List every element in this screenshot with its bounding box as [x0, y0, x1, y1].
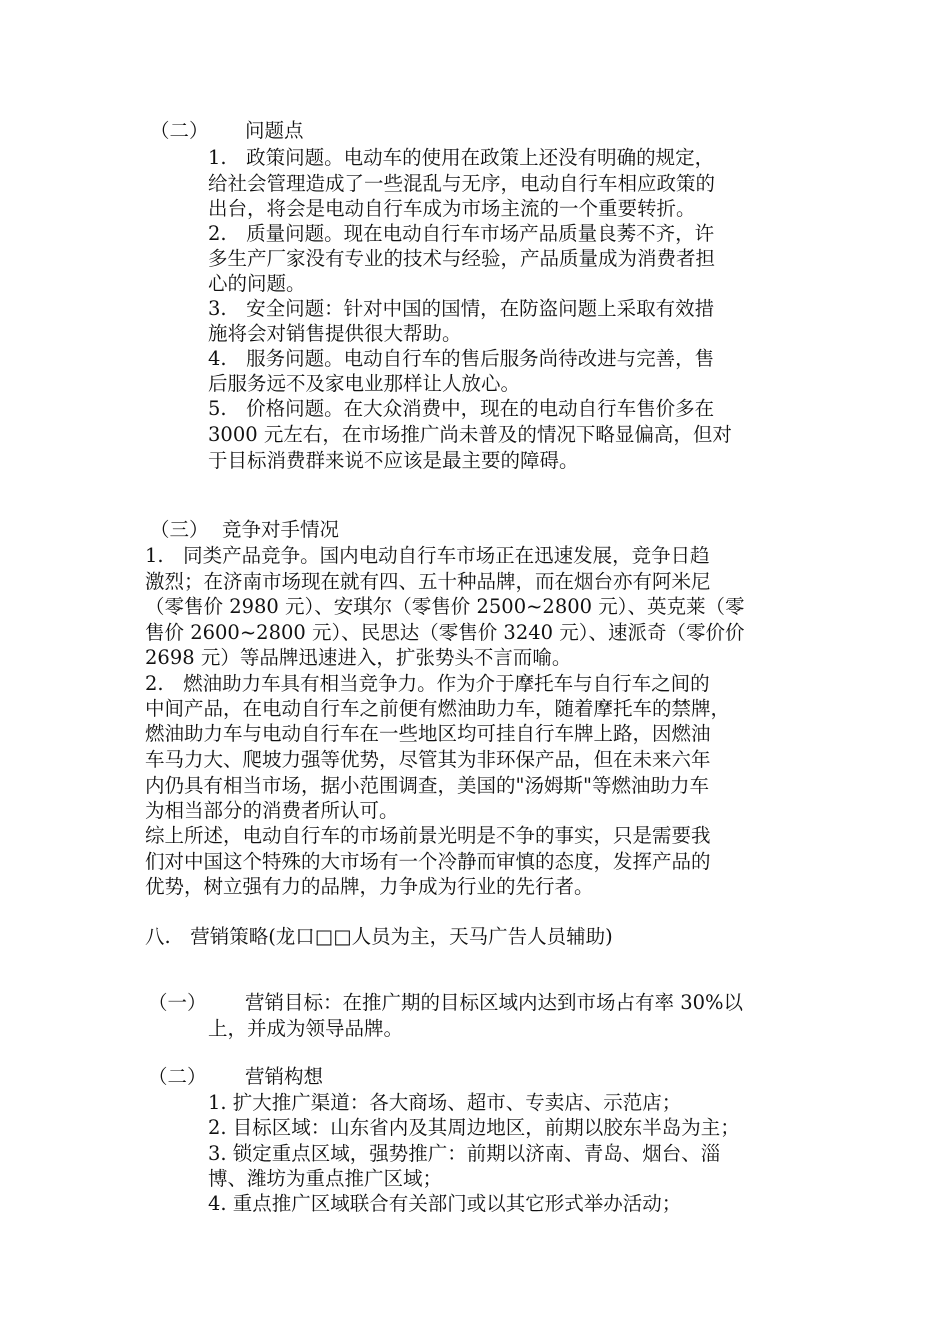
problem-3-line-1: 3. 安全问题：针对中国的国情，在防盗问题上采取有效措 [208, 297, 715, 320]
competition-line-1: 1. 同类产品竞争。国内电动自行车市场正在迅速发展，竞争日趋 [145, 544, 710, 567]
plan-item-1: 1. 扩大推广渠道：各大商场、超市、专卖店、示范店； [208, 1091, 682, 1114]
section-3-title: 竞争对手情况 [222, 518, 340, 541]
section-3-number: （三） [150, 518, 209, 541]
problem-4-line-2: 后服务远不及家电业那样让人放心。 [208, 372, 521, 395]
competition-line-6: 2. 燃油助力车具有相当竞争力。作为介于摩托车与自行车之间的 [145, 672, 710, 695]
problem-5-line-3: 于目标消费群来说不应该是最主要的障碍。 [208, 449, 579, 472]
problem-3-line-2: 施将会对销售提供很大帮助。 [208, 322, 462, 345]
problem-4-line-1: 4. 服务问题。电动自行车的售后服务尚待改进与完善，售 [208, 347, 715, 370]
competition-line-5: 2698 元）等品牌迅速进入，扩张势头不言而喻。 [145, 646, 572, 669]
summary-line-1: 综上所述，电动自行车的市场前景光明是不争的事实，只是需要我 [145, 824, 711, 847]
competition-line-2: 激烈；在济南市场现在就有四、五十种品牌，而在烟台亦有阿米尼 [145, 570, 711, 593]
problem-2-line-3: 心的问题。 [208, 272, 306, 295]
problem-5-line-2: 3000 元左右，在市场推广尚未普及的情况下略显偏高，但对 [208, 423, 732, 446]
plan-item-2: 2. 目标区域：山东省内及其周边地区，前期以胶东半岛为主； [208, 1116, 740, 1139]
section-8-2-title: 营销构想 [245, 1065, 324, 1088]
summary-line-2: 们对中国这个特殊的大市场有一个冷静而审慎的态度，发挥产品的 [145, 850, 711, 873]
marketing-goal-line-2: 上，并成为领导品牌。 [208, 1017, 404, 1040]
competition-line-4: 售价 2600~2800 元）、民思达（零售价 3240 元）、速派奇（零价价 [145, 621, 745, 644]
section-8-1-number: （一） [148, 991, 207, 1014]
competition-line-3: （零售价 2980 元）、安琪尔（零售价 2500~2800 元）、英克莱（零 [145, 595, 745, 618]
problem-1-line-1: 1. 政策问题。电动车的使用在政策上还没有明确的规定， [208, 146, 715, 169]
problem-5-line-1: 5. 价格问题。在大众消费中，现在的电动自行车售价多在 [208, 397, 715, 420]
problem-2-line-2: 多生产厂家没有专业的技术与经验，产品质量成为消费者担 [208, 247, 716, 270]
competition-line-8: 燃油助力车与电动自行车在一些地区均可挂自行车牌上路，因燃油 [145, 722, 711, 745]
problem-1-line-3: 出台，将会是电动自行车成为市场主流的一个重要转折。 [208, 197, 696, 220]
problem-2-line-1: 2. 质量问题。现在电动自行车市场产品质量良莠不齐，许 [208, 222, 715, 245]
competition-line-7: 中间产品，在电动自行车之前便有燃油助力车，随着摩托车的禁牌， [145, 697, 731, 720]
plan-item-3-line-2: 博、潍坊为重点推广区域； [208, 1167, 443, 1190]
summary-line-3: 优势，树立强有力的品牌，力争成为行业的先行者。 [145, 875, 594, 898]
problem-1-line-2: 给社会管理造成了一些混乱与无序，电动自行车相应政策的 [208, 172, 716, 195]
section-2-title: 问题点 [245, 119, 304, 142]
section-2-number: （二） [150, 119, 209, 142]
competition-line-10: 内仍具有相当市场，据小范围调查，美国的"汤姆斯"等燃油助力车 [145, 774, 709, 797]
plan-item-4: 4. 重点推广区域联合有关部门或以其它形式举办活动； [208, 1192, 682, 1215]
competition-line-9: 车马力大、爬坡力强等优势，尽管其为非环保产品，但在未来六年 [145, 748, 711, 771]
competition-line-11: 为相当部分的消费者所认可。 [145, 799, 399, 822]
plan-item-3-line-1: 3. 锁定重点区域，强势推广：前期以济南、青岛、烟台、淄 [208, 1142, 721, 1165]
section-8-title: 八. 营销策略(龙口□□人员为主，天马广告人员辅助) [145, 925, 613, 948]
marketing-goal-line-1: 营销目标：在推广期的目标区域内达到市场占有率 30%以 [245, 991, 744, 1014]
section-8-2-number: （二） [148, 1065, 207, 1088]
